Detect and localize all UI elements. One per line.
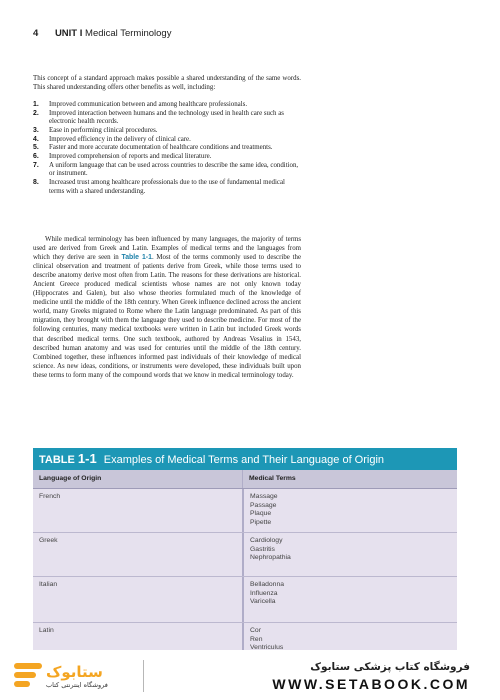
table-row (33, 533, 457, 577)
list-number: 1. (33, 101, 39, 108)
list-number: 8. (33, 178, 39, 186)
list-text: Faster and more accurate documentation of healthcare conditions and treatments. (49, 144, 273, 152)
term: Belladonna (250, 581, 285, 588)
table-row (33, 623, 457, 650)
list-text: Improved communication between and among healthcare professionals. (49, 101, 248, 108)
list-text: Improved interaction between humans and the technology used in health care such as electronic health records. (49, 109, 284, 126)
store-footer-banner (0, 654, 500, 700)
list-item (33, 153, 301, 162)
term: Massage (250, 493, 278, 500)
list-text: A uniform language that can be used across countries to describe the same idea, condition, or instrument. (49, 161, 299, 178)
term: Gastritis (250, 545, 275, 553)
language-cell: French (33, 489, 243, 532)
term: Ren (250, 635, 263, 643)
language-cell: Latin (33, 623, 243, 650)
term: Nephropathia (250, 554, 291, 562)
list-item (33, 110, 301, 127)
list-item (33, 101, 301, 110)
term: Influenza (250, 589, 278, 597)
table-number: 1-1 (77, 451, 97, 466)
list-number: 6. (33, 152, 39, 160)
list-text: Improved efficiency in the delivery of clinical care. (49, 135, 191, 143)
list-item (33, 127, 301, 136)
setabook-logo-icon (13, 660, 138, 690)
term: Cor (250, 627, 261, 634)
paragraph-text: While medical terminology has been influenced by many languages, the majority of terms used are derived from Greek and Latin. Examples of medical terms and the languages from which they derive are seen in (33, 236, 301, 262)
list-text: Ease in performing clinical procedures. (49, 126, 158, 134)
list-text: Increased trust among healthcare professionals due to the use of fundamental medical terms with a shared understanding. (49, 178, 285, 195)
store-logo (13, 660, 138, 690)
intro-paragraph: This concept of a standard approach makes possible a shared understanding of the same words. This shared understanding offers other benefits as well, including: (33, 75, 301, 92)
unit-label: UNIT I (54, 28, 83, 39)
brand-tagline: فروشگاه اینترنتی کتاب (46, 681, 108, 689)
term: Ventriculus (250, 644, 284, 650)
list-number: 7. (33, 161, 39, 169)
table-title-bar (33, 448, 457, 470)
term: Varicella (250, 598, 276, 606)
term: Pipette (250, 518, 272, 526)
list-item (33, 144, 301, 153)
body-paragraph (33, 235, 301, 380)
list-text: Improved comprehension of reports and medical literature. (49, 152, 212, 160)
table-label (39, 451, 97, 466)
term: Cardiology (250, 537, 283, 544)
term: Passage (250, 501, 277, 509)
terms-cell (243, 533, 457, 576)
column-header-terms: Medical Terms (249, 475, 296, 482)
table-label-word: TABLE (39, 454, 75, 466)
list-number: 4. (33, 135, 39, 143)
table-header-row (33, 470, 457, 489)
list-number: 3. (33, 126, 39, 134)
list-number: 5. (33, 144, 39, 152)
svg-text:ستابوک: ستابوک (46, 663, 103, 681)
list-item (33, 162, 301, 179)
page-header (33, 28, 171, 39)
terms-cell (243, 623, 457, 650)
table-title: Examples of Medical Terms and Their Language of Origin (103, 454, 385, 466)
term: Plaque (250, 510, 272, 518)
column-header-language: Language of Origin (33, 470, 243, 488)
footer-divider (143, 660, 144, 692)
terms-table (33, 448, 457, 650)
language-cell: Greek (33, 533, 243, 576)
paragraph-text: . Most of the terms commonly used to describe the clinical observation and treatment of patients derive from Greek, while those terms used to describe anatomy derive most often from Latin. The reasons for these derivations are historical. Ancient Greece produced medical scientists whose names are not only known today (Hippocrates and Galen), but also whose theories formulated much of the knowledge of medicine until the middle of the 18th century. When Greek influence declined across the ancient world, many Greeks migrated to Rome where the Latin language predominated. As part of this migration, they brought with them the language they used to describe medicine. For most of the following centuries, many medical textbooks were written in Latin but included Greek words that described medical terms. One such textbook, authored by Andreas Vesalius in 1543, described human anatomy and was used for centuries until the middle of the 18th century. Combined together, these influences informed past individuals of their knowledge of medical science. As new ideas, conditions, or instruments were developed, these individuals built upon these terms to form many of the compound words that we know in medical terminology today. (33, 254, 302, 379)
page-number: 4 (33, 28, 39, 39)
unit-title: Medical Terminology (85, 28, 172, 39)
table-reference-link[interactable]: Table 1-1 (121, 254, 152, 262)
language-cell: Italian (33, 577, 243, 622)
list-item (33, 136, 301, 145)
list-number: 2. (33, 109, 39, 117)
benefits-list (33, 101, 301, 196)
store-name: فروشگاه کتاب پزشکی ستابوک (310, 661, 470, 673)
list-item (33, 179, 301, 196)
table-row (33, 489, 457, 533)
terms-cell (243, 577, 457, 622)
terms-cell (243, 489, 457, 532)
store-url-link[interactable]: WWW.SETABOOK.COM (272, 676, 470, 692)
table-row (33, 577, 457, 623)
